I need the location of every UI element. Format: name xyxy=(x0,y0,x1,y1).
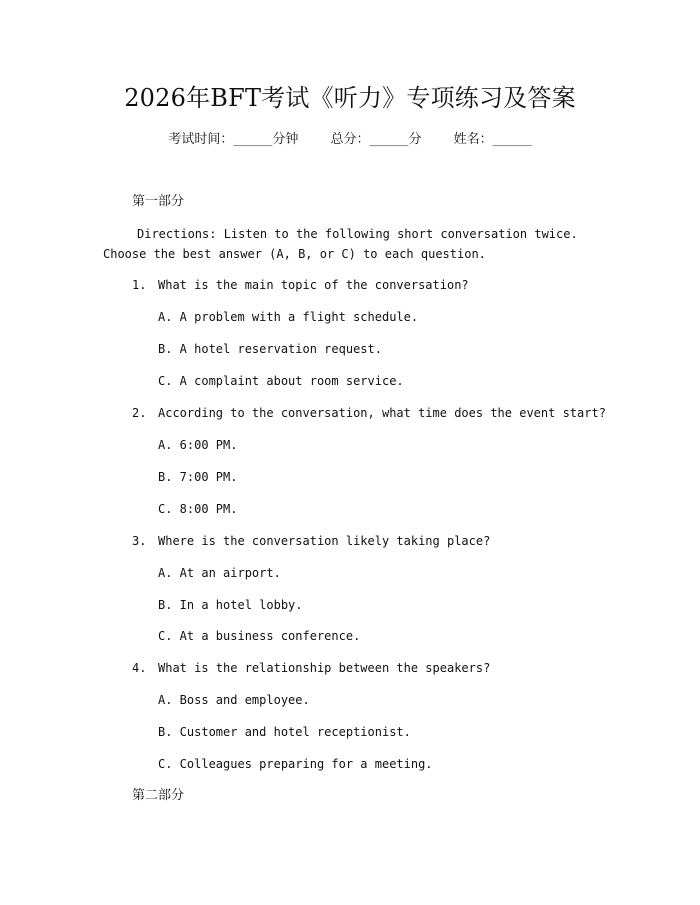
question-text: According to the conversation, what time does the event start? xyxy=(158,406,606,420)
question-number: 1. xyxy=(132,278,147,292)
part1-heading: 第一部分 xyxy=(132,194,185,209)
option-2a: A. 6:00 PM. xyxy=(158,438,238,452)
question-4 xyxy=(132,658,490,678)
question-1 xyxy=(132,275,469,295)
question-2 xyxy=(132,403,606,423)
part2-heading: 第二部分 xyxy=(132,788,185,803)
option-2c: C. 8:00 PM. xyxy=(158,502,238,516)
option-1c: C. A complaint about room service. xyxy=(158,374,404,388)
option-4a: A. Boss and employee. xyxy=(158,693,310,707)
option-2b: B. 7:00 PM. xyxy=(158,470,238,484)
option-3b: B. In a hotel lobby. xyxy=(158,598,303,612)
option-1a: A. A problem with a flight schedule. xyxy=(158,310,419,324)
exam-time-field: 考试时间：______分钟 xyxy=(168,132,299,147)
option-3a: A. At an airport. xyxy=(158,566,281,580)
option-3c: C. At a business conference. xyxy=(158,629,361,643)
name-field: 姓名：______ xyxy=(453,132,532,147)
exam-meta-line xyxy=(0,130,700,150)
question-text: What is the relationship between the speakers? xyxy=(158,661,491,675)
total-score-field: 总分：______分 xyxy=(330,132,422,147)
directions-text: Directions: Listen to the following short conversation twice. Choose the best answer (A, B, or C) to each question. xyxy=(103,227,578,261)
document-title: 2026年BFT考试《听力》专项练习及答案 xyxy=(124,84,576,112)
question-number: 4. xyxy=(132,661,147,675)
option-1b: B. A hotel reservation request. xyxy=(158,342,382,356)
question-text: Where is the conversation likely taking place? xyxy=(158,534,491,548)
option-4c: C. Colleagues preparing for a meeting. xyxy=(158,757,433,771)
question-text: What is the main topic of the conversation? xyxy=(158,278,469,292)
question-number: 3. xyxy=(132,534,147,548)
question-number: 2. xyxy=(132,406,147,420)
question-3 xyxy=(132,531,490,551)
option-4b: B. Customer and hotel receptionist. xyxy=(158,725,411,739)
